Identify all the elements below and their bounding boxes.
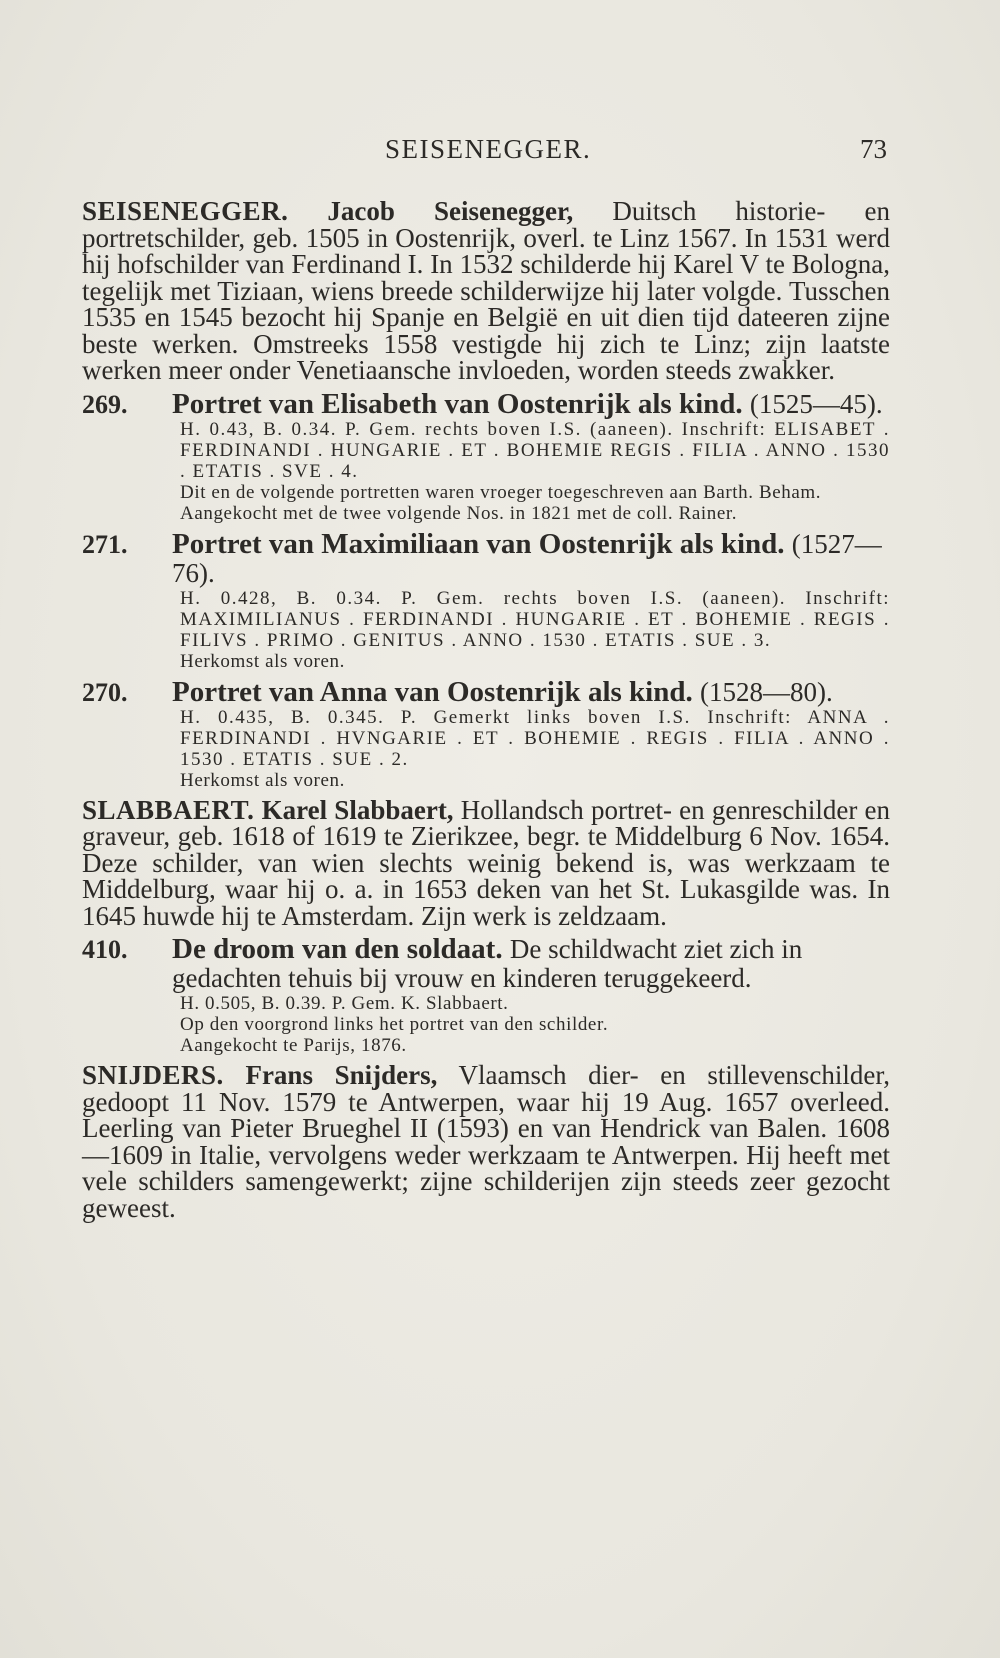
catalogue-number: 269. <box>82 389 128 419</box>
artist-name-caps: SEISENEGGER. <box>82 196 289 226</box>
work-title-text: De droom van den soldaat. <box>172 933 503 965</box>
artist-name-caps: SNIJDERS. <box>82 1060 224 1090</box>
work-provenance: Herkomst als voren. <box>180 769 345 791</box>
work-provenance: Aangekocht te Parijs, 1876. <box>180 1035 407 1056</box>
work-entry-410 <box>82 935 890 1056</box>
work-title <box>172 527 890 588</box>
artist-entry-snijders <box>82 1062 890 1221</box>
catalogue-number: 271. <box>82 529 128 559</box>
artist-biography: Vlaamsch dier- en stillevenschilder, gedoopt 11 Nov. 1579 te Antwerpen, waar hij 19 Aug. 1657 overleed. Leerling van Pieter Brueghel II (1593) en van Hendrick van Balen. 1608—1609 in Italie, vervolgens weder werkzaam te Antwerpen. Hij heeft met vele schilders samengewerkt; zijne schilderijen zijn steeds zeer gezocht geweest. <box>82 1060 890 1223</box>
work-dimensions-inscription: H. 0.428, B. 0.34. P. Gem. rechts boven I.S. (aaneen). Inschrift: MAXIMILIANUS . FERDINANDI . HUNGARIE . ET . BOHEMIE . REGIS . FILIVS . PRIMO . GENITUS . ANNO . 1530 . ETATIS . SUE . 3. <box>180 587 890 651</box>
work-title <box>172 387 890 420</box>
work-title-text: Portret van Maximiliaan van Oostenrijk als kind. <box>172 527 785 560</box>
work-dates: (1525—45). <box>749 388 883 419</box>
work-provenance: Herkomst als voren. <box>180 650 345 672</box>
artist-full-name: Jacob Seisenegger, <box>327 196 574 226</box>
work-title-text: Portret van Anna van Oostenrijk als kind. <box>172 675 693 708</box>
catalogue-number: 410. <box>82 935 128 964</box>
page-number: 73 <box>860 134 887 164</box>
artist-biography: Duitsch historie- en portretschilder, geb. 1505 in Oostenrijk, overl. te Linz 1567. In 1531 werd hij hofschilder van Ferdinand I. In 1532 schilderde hij Karel V te Bologna, tegelijk met Tiziaan, wiens breede schilderwijze hij later volgde. Tusschen 1535 en 1545 bezocht hij Spanje en België en uit dien tijd dateeren zijne beste werken. Omstreeks 1558 vestigde hij zich te Linz; zijn laatste werken meer onder Venetiaansche invloeden, worden steeds zwakker. <box>82 196 890 385</box>
work-entry-269 <box>82 387 890 524</box>
work-note: Op den voorgrond links het portret van den schilder. <box>180 1014 609 1035</box>
artist-biography: Hollandsch portret- en genreschilder en graveur, geb. 1618 of 1619 te Zierikzee, begr. te Middelburg 6 Nov. 1654. Deze schilder, van wien slechts weinig bekend is, was werkzaam te Middelburg, waar hij o. a. in 1653 deken van het St. Lukasgilde was. In 1645 huwde hij te Amsterdam. Zijn werk is zeldzaam. <box>82 794 891 931</box>
work-title <box>172 935 890 993</box>
work-provenance: Aangekocht met de twee volgende Nos. in 1821 met de coll. Rainer. <box>180 502 738 524</box>
artist-entry-slabbaert <box>82 794 891 931</box>
catalogue-text <box>82 198 890 1221</box>
work-entry-271 <box>82 527 890 672</box>
running-head-title: SEISENEGGER. <box>385 134 592 164</box>
artist-name-caps: SLABBAERT. <box>82 794 255 825</box>
artist-full-name: Karel Slabbaert, <box>261 794 454 825</box>
work-attribution-note: Dit en de volgende portretten waren vroeger toegeschreven aan Barth. Beham. <box>180 481 822 503</box>
work-dates: (1528—80). <box>699 676 833 707</box>
work-title-text: Portret van Elisabeth van Oostenrijk als kind. <box>172 387 743 420</box>
running-head <box>0 134 1000 174</box>
artist-entry-seisenegger <box>82 198 890 384</box>
work-dimensions-signature: H. 0.505, B. 0.39. P. Gem. K. Slabbaert. <box>180 993 509 1014</box>
work-description: De schildwacht ziet zich in gedachten tehuis bij vrouw en kinderen teruggekeerd. <box>172 934 803 993</box>
artist-full-name: Frans Snijders, <box>245 1060 438 1090</box>
work-dimensions-inscription: H. 0.435, B. 0.345. P. Gemerkt links boven I.S. Inschrift: ANNA . FERDINANDI . HVNGARIE . ET . BOHEMIE . REGIS . FILIA . ANNO . 1530 . ETATIS . SUE . 2. <box>180 706 890 770</box>
work-dates: (1527—76). <box>172 528 882 588</box>
catalogue-number: 270. <box>82 677 128 707</box>
work-title <box>172 675 890 708</box>
work-dimensions-inscription: H. 0.43, B. 0.34. P. Gem. rechts boven I.S. (aaneen). Inschrift: ELISABET . FERDINANDI . HUNGARIE . ET . BOHEMIE REGIS . FILIA . ANNO . 1530 . ETATIS . SVE . 4. <box>180 418 890 482</box>
work-entry-270 <box>82 675 890 791</box>
